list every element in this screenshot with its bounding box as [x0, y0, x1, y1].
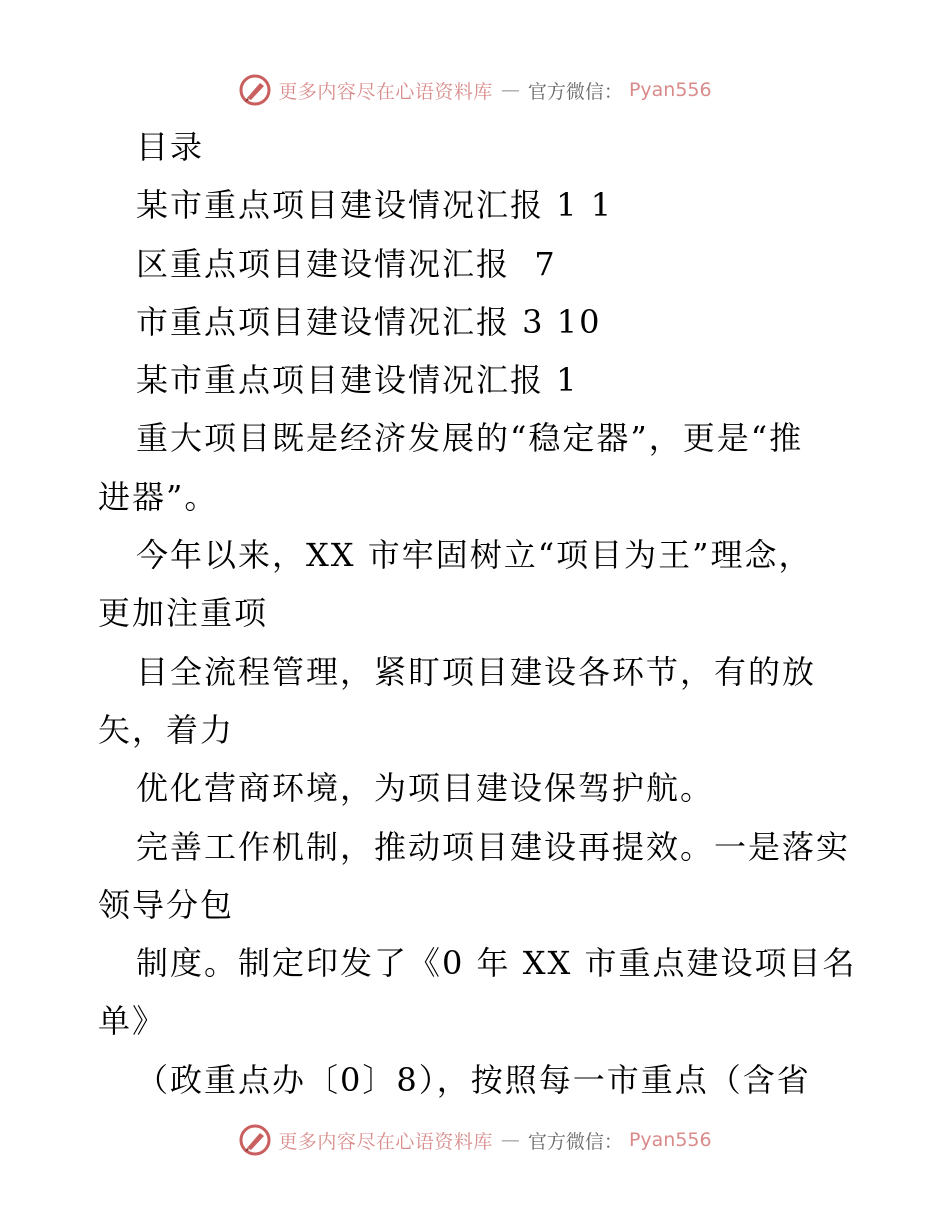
doc-line-6: 进器”。 — [98, 477, 219, 516]
banner-wechat-label: 官方微信： — [527, 80, 623, 103]
banner-wechat-id: Pyan556 — [628, 79, 712, 101]
doc-line-5: 重大项目既是经济发展的“稳定器”，更是“推 — [136, 419, 804, 458]
banner-separator: — — [500, 79, 520, 101]
doc-line-15: 单》 — [98, 1002, 167, 1041]
doc-line-4: 某市重点项目建设情况汇报 1 — [136, 361, 579, 400]
doc-line-9: 目全流程管理，紧盯项目建设各环节，有的放 — [136, 652, 817, 691]
doc-line-1: 某市重点项目建设情况汇报 1 1 — [136, 186, 614, 225]
doc-line-10: 矢，着力 — [98, 710, 235, 749]
doc-line-3: 市重点项目建设情况汇报 3 10 — [136, 302, 602, 341]
doc-line-11: 优化营商环境，为项目建设保驾护航。 — [136, 769, 715, 808]
banner-slogan: 更多内容尽在心语资料库 — [278, 80, 493, 103]
doc-line-16: （政重点办〔0〕8），按照每一市重点（含省 — [136, 1060, 811, 1099]
doc-line-2: 区重点项目建设情况汇报 7 — [136, 244, 557, 283]
header-banner — [0, 70, 950, 110]
banner-wechat-id: Pyan556 — [628, 1129, 712, 1151]
doc-line-14: 制度。制定印发了《0 年 XX 市重点建设项目名 — [136, 944, 857, 983]
doc-line-7: 今年以来，XX 市牢固树立“项目为王”理念， — [136, 536, 813, 575]
doc-line-8: 更加注重项 — [98, 594, 269, 633]
document-body — [98, 118, 858, 1109]
pen-logo-icon — [238, 73, 272, 107]
doc-line-13: 领导分包 — [98, 885, 235, 924]
pen-logo-icon — [238, 1123, 272, 1157]
doc-line-12: 完善工作机制，推动项目建设再提效。一是落实 — [136, 827, 851, 866]
doc-line-0: 目录 — [136, 128, 205, 166]
banner-slogan: 更多内容尽在心语资料库 — [278, 1130, 493, 1153]
banner-wechat-label: 官方微信： — [527, 1130, 623, 1153]
footer-banner — [0, 1120, 950, 1160]
banner-separator: — — [500, 1129, 520, 1151]
